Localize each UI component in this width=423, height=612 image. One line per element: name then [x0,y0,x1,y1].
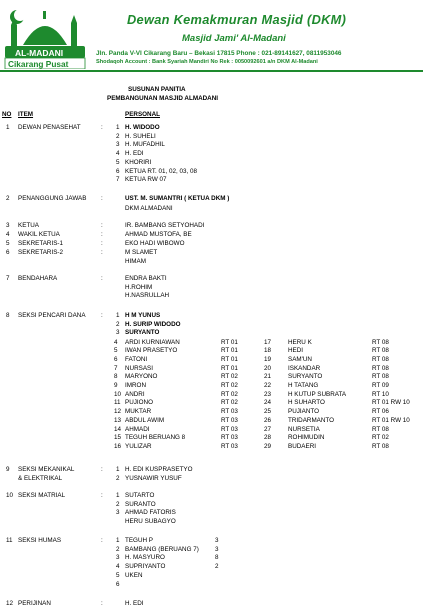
org-account: Shodaqoh Account : Bank Syariah Mandiri No Rek : 0050092601 a/n DKM Al-Madani [96,59,318,65]
fund-number: 28 [264,434,272,442]
fund-rt: RT 02 [221,373,238,381]
section-colon: : [101,231,103,238]
fund-number: 16 [114,442,122,450]
person-name: AHMAD MUSTOFA, BE [125,231,192,238]
fund-name: SAM'UN [288,355,312,363]
person-name: YUSNAWIR YUSUF [125,474,182,482]
fund-name: ISKANDAR [288,364,321,372]
person-rt: 2 [215,563,219,571]
person-name: AHMAD FATORIS [125,509,176,517]
fund-name: SURYANTO [288,373,323,381]
section-number: 12 [6,600,14,607]
person-number: 1 [116,492,120,499]
section-number: 10 [6,492,14,499]
section-item: WAKIL KETUA [18,231,60,238]
section-colon: : [101,249,103,256]
section-item: SEKSI MEKANIKAL [18,466,75,473]
fund-name: BUDAERI [288,442,316,450]
fund-rt: RT 08 [372,442,389,450]
section-colon: : [101,222,103,229]
org-subtitle: Masjid Jami' Al-Madani [182,33,286,44]
fund-rt: RT 01 RW 10 [372,399,410,407]
fund-rt: RT 03 [221,425,238,433]
col-item-header: ITEM [18,111,34,118]
fund-rt: RT 01 [221,338,238,346]
section-number: 2 [6,195,10,202]
fund-number: 17 [264,338,272,346]
person-name: H. MASYURO [125,554,165,562]
fund-number: 26 [264,416,272,424]
fund-number: 23 [264,390,272,398]
fund-name: NURSASI [125,364,153,372]
person-name: M SLAMET [125,249,158,256]
fund-number: 18 [264,347,272,355]
section-number: 1 [6,124,10,131]
person-number: 2 [116,132,120,140]
person-number: 3 [116,141,120,149]
person-number: 4 [116,150,120,158]
fund-number: 14 [114,425,122,433]
person-number: 7 [116,176,120,184]
section-number: 6 [6,249,10,256]
person-name: H M YUNUS [125,312,161,319]
person-name: UST. M. SUMANTRI ( KETUA DKM ) [125,195,230,202]
logo-text: AL-MADANI [15,48,64,58]
fund-number: 19 [264,355,272,363]
fund-number: 29 [264,442,272,450]
person-name: H. EDI KUSPRASETYO [125,466,193,473]
section-number: 3 [6,222,10,229]
fund-number: 10 [114,390,122,398]
doc-subheading: PEMBANGUNAN MASJID ALMADANI [107,95,219,102]
fund-number: 27 [264,425,272,433]
fund-rt: RT 08 [372,364,389,372]
fund-name: AHMADI [125,425,150,433]
person-number: 2 [116,545,120,553]
person-number: 3 [116,554,120,562]
org-title: Dewan Kemakmuran Masjid (DKM) [127,12,347,27]
section-number: 5 [6,240,10,247]
fund-name: TEGUH BERUANG 8 [125,434,186,442]
fund-rt: RT 03 [221,416,238,424]
section-number: 4 [6,231,10,238]
person-number: 1 [116,124,120,131]
fund-rt: RT 10 [372,390,389,398]
person-number: 6 [116,580,120,588]
fund-rt: RT 06 [372,408,389,416]
fund-rt: RT 03 [221,408,238,416]
person-number: 1 [116,312,120,319]
col-no-header: NO [2,111,12,118]
fund-rt: RT 08 [372,355,389,363]
section-colon: : [101,466,103,473]
section-item: SEKRETARIS-2 [18,249,64,256]
fund-number: 9 [114,382,118,389]
section-colon: : [101,240,103,247]
fund-name: ANDRI [125,390,145,398]
fund-name: HEDI [288,347,304,355]
person-name: SURANTO [125,500,156,508]
section-item: SEKSI MATRIAL [18,492,66,499]
fund-name: PUJIANTO [288,408,320,416]
person-number: 1 [116,466,120,473]
person-name: H. EDI [125,150,144,158]
section-colon: : [101,195,103,202]
fund-rt: RT 03 [221,442,238,450]
person-name: H. WIDODO [125,124,160,131]
person-rt: 3 [215,545,219,553]
fund-name: ARDI KURNIAWAN [125,338,180,346]
fund-rt: RT 08 [372,347,389,355]
person-name: SURYANTO [125,329,160,337]
section-number: 8 [6,312,10,319]
fund-rt: RT 02 [221,399,238,407]
fund-rt: RT 03 [221,434,238,442]
person-name: H.ROHIM [125,283,153,291]
section-item: DEWAN PENASEHAT [18,124,81,131]
person-name: H. MUFADHIL [125,141,165,149]
org-address: Jln. Panda V-VI Cikarang Baru – Bekasi 17815 Phone : 021-89141627, 0811953046 [96,50,342,57]
fund-name: YULIZAR [125,442,152,450]
fund-number: 25 [264,408,272,416]
section-colon: : [101,492,103,499]
person-name: BAMBANG (BERUANG 7) [125,545,199,553]
fund-number: 22 [264,382,272,389]
person-rt: 8 [215,554,219,562]
section-colon: : [101,312,103,319]
person-name: SUPRIYANTO [125,563,166,571]
person-number: 5 [116,571,120,579]
section-colon: : [101,537,103,544]
person-number: 2 [116,474,120,482]
person-number: 2 [116,320,120,328]
fund-rt: RT 02 [221,382,238,389]
fund-rt: RT 02 [372,434,389,442]
section-colon: : [101,600,103,607]
fund-rt: RT 01 [221,364,238,372]
fund-name: IWAN PRASETYO [125,347,178,355]
section-item: SEKSI PENCARI DANA [18,312,86,319]
fund-name: PUJIONO [125,399,153,407]
person-name: DKM ALMADANI [125,205,173,212]
section-item: KETUA [18,222,39,229]
section-item: & ELEKTRIKAL [18,474,63,482]
section-item: PENANGGUNG JAWAB [18,195,87,202]
fund-number: 21 [264,373,272,381]
person-name: KHORIRI [125,158,152,166]
header-divider [0,70,423,72]
fund-rt: RT 08 [372,338,389,346]
fund-name: TRIDARMANTO [288,416,335,424]
fund-number: 13 [114,416,122,424]
person-number: 5 [116,158,120,166]
fund-name: ABDUL AWIM [125,416,165,424]
person-number: 3 [116,329,120,337]
person-name: H. SURIP WIDODO [125,320,181,328]
fund-number: 6 [114,355,118,363]
person-name: HIMAM [125,257,146,265]
person-number: 1 [116,537,120,544]
doc-heading: SUSUNAN PANITIA [128,86,186,93]
person-name: UKEN [125,571,143,579]
section-item: SEKRETARIS-1 [18,240,64,247]
section-number: 9 [6,466,10,473]
fund-name: HERU K [288,338,312,346]
person-number: 3 [116,509,120,517]
fund-rt: RT 01 [221,347,238,355]
fund-rt: RT 02 [221,390,238,398]
section-item: PERIJINAN [18,600,51,607]
fund-rt: RT 09 [372,382,389,389]
person-name: H. SUHELI [125,132,156,140]
fund-rt: RT 08 [372,373,389,381]
col-personal-header: PERSONAL [125,111,160,118]
fund-number: 8 [114,373,118,381]
person-name: HERU SUBAGYO [125,518,176,526]
person-name: IR. BAMBANG SETYOHADI [125,222,205,229]
fund-number: 12 [114,408,122,416]
fund-number: 15 [114,434,122,442]
fund-name: NURSETIA [288,425,320,433]
section-number: 11 [6,537,13,544]
person-name: H.NASRULLAH [125,292,170,300]
person-name: SUTARTO [125,492,155,499]
fund-number: 4 [114,338,118,346]
fund-number: 5 [114,347,118,355]
section-number: 7 [6,275,10,282]
person-number: 4 [116,563,120,571]
dkm-logo [3,5,87,69]
person-name: TEGUH P [125,537,153,544]
section-item: SEKSI HUMAS [18,537,62,544]
person-number: 2 [116,500,120,508]
person-name: EKO HADI WIBOWO [125,240,185,247]
person-number: 6 [116,167,120,175]
section-item: BENDAHARA [18,275,58,282]
fund-name: H SUHARTO [288,399,325,407]
fund-name: IMRON [125,382,146,389]
fund-number: 7 [114,364,118,372]
fund-name: H KUTUP SUBRATA [288,390,347,398]
fund-rt: RT 01 [221,355,238,363]
fund-number: 24 [264,399,272,407]
person-name: KETUA RW 07 [125,176,167,184]
person-name: KETUA RT. 01, 02, 03, 08 [125,167,197,175]
section-colon: : [101,124,103,131]
fund-name: FATONI [125,355,148,363]
fund-rt: RT 01 RW 10 [372,416,410,424]
fund-name: H TATANG [288,382,319,389]
section-colon: : [101,275,103,282]
person-name: ENDRA BAKTI [125,275,167,282]
fund-name: ROHIMUDIN [288,434,325,442]
person-rt: 3 [215,537,219,544]
fund-name: MUKTAR [125,408,152,416]
fund-name: MARYONO [125,373,158,381]
person-name: H. EDI [125,600,144,607]
fund-number: 20 [264,364,272,372]
fund-rt: RT 08 [372,425,389,433]
logo-subtext: Cikarang Pusat [8,59,69,69]
fund-number: 11 [114,399,121,407]
